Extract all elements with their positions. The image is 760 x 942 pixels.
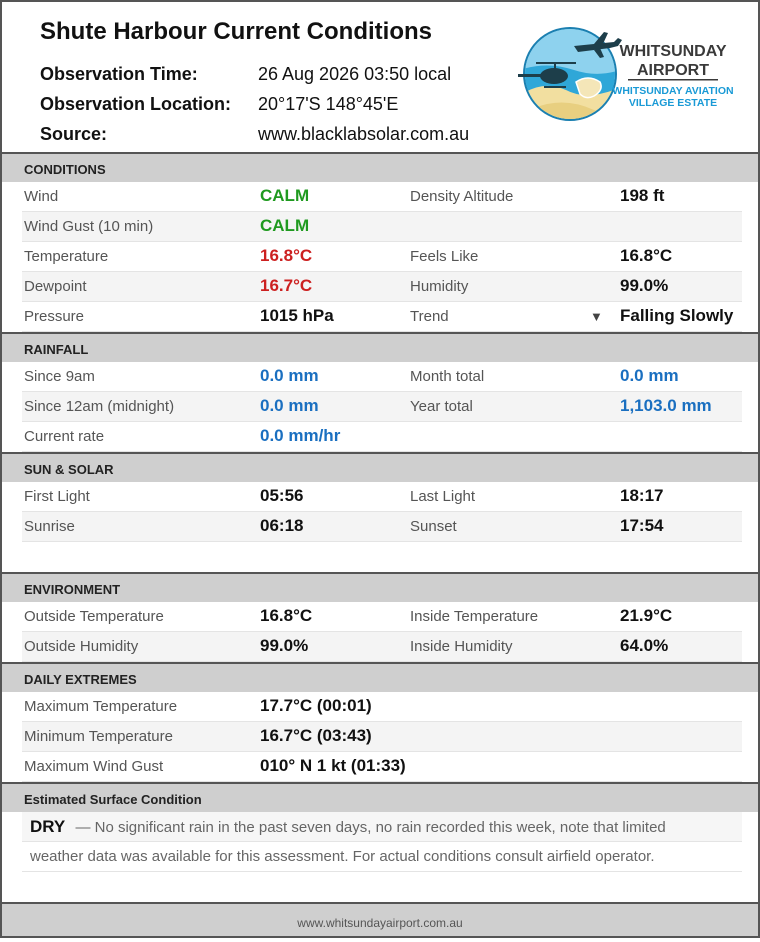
footer-url[interactable]: www.whitsundayairport.com.au xyxy=(297,916,463,930)
sunrise-row xyxy=(22,512,742,542)
surface-status: DRY xyxy=(30,817,66,836)
min-temp-label: Minimum Temperature xyxy=(24,728,173,745)
logo-line1: WHITSUNDAY xyxy=(619,43,727,60)
feels-like-label: Feels Like xyxy=(410,248,479,265)
wind-row xyxy=(22,182,742,212)
source-label: Source: xyxy=(40,124,108,144)
outside-temp-value: 16.8°C xyxy=(260,606,313,625)
environment-section xyxy=(2,572,758,662)
trend-value: Falling Slowly xyxy=(620,306,734,325)
year-total-value: 1,103.0 mm xyxy=(620,396,712,415)
year-total-label: Year total xyxy=(410,398,473,415)
inside-humidity-label: Inside Humidity xyxy=(410,638,513,655)
wind-value: CALM xyxy=(260,186,310,205)
since-9am-row xyxy=(22,362,742,392)
whitsunday-airport-logo xyxy=(514,24,734,124)
temperature-value: 16.8°C xyxy=(260,246,313,265)
outside-temp-label: Outside Temperature xyxy=(24,608,164,625)
max-gust-label: Maximum Wind Gust xyxy=(24,758,164,775)
source-value[interactable]: www.blacklabsolar.com.au xyxy=(258,124,470,144)
current-rate-row xyxy=(22,422,742,452)
pressure-value: 1015 hPa xyxy=(260,306,334,325)
logo-line4: VILLAGE ESTATE xyxy=(628,97,718,109)
inside-temp-label: Inside Temperature xyxy=(410,608,539,625)
min-temp-row xyxy=(22,722,742,752)
logo-line2: AIRPORT xyxy=(637,62,709,79)
month-total-value: 0.0 mm xyxy=(620,366,679,385)
max-temp-label: Maximum Temperature xyxy=(24,698,178,715)
sunrise-label: Sunrise xyxy=(24,518,75,535)
wind-label: Wind xyxy=(24,188,59,205)
outside-humidity-label: Outside Humidity xyxy=(24,638,139,655)
max-temp-row xyxy=(22,692,742,722)
outside-humidity-row xyxy=(22,632,742,662)
rainfall-heading: RAINFALL xyxy=(2,332,758,362)
last-light-label: Last Light xyxy=(410,488,476,505)
surface-text xyxy=(22,812,742,872)
pressure-row xyxy=(22,302,742,332)
rainfall-section xyxy=(2,332,758,452)
density-altitude-label: Density Altitude xyxy=(410,188,514,205)
surface-text-line2: weather data was available for this assessment. For actual conditions consult airfield operator. xyxy=(30,848,655,865)
observation-location-label: Observation Location: xyxy=(40,94,232,114)
environment-heading: ENVIRONMENT xyxy=(2,572,758,602)
temperature-row xyxy=(22,242,742,272)
first-light-value: 05:56 xyxy=(260,486,304,505)
sunset-label: Sunset xyxy=(410,518,457,535)
wind-gust-row xyxy=(22,212,742,242)
density-altitude-value: 198 ft xyxy=(620,186,665,205)
since-9am-label: Since 9am xyxy=(24,368,95,385)
extremes-section xyxy=(2,662,758,782)
feels-like-value: 16.8°C xyxy=(620,246,673,265)
inside-temp-value: 21.9°C xyxy=(620,606,673,625)
since-midnight-value: 0.0 mm xyxy=(260,396,319,415)
humidity-label: Humidity xyxy=(410,278,469,295)
temperature-label: Temperature xyxy=(24,248,109,265)
observation-location-value: 20°17'S 148°45'E xyxy=(258,94,399,114)
first-light-row xyxy=(22,482,742,512)
logo-text xyxy=(612,43,733,109)
conditions-section xyxy=(2,152,758,332)
outside-temp-row xyxy=(22,602,742,632)
surface-heading: Estimated Surface Condition xyxy=(2,782,758,812)
dewpoint-row xyxy=(22,272,742,302)
outside-humidity-value: 99.0% xyxy=(260,636,309,655)
dewpoint-label: Dewpoint xyxy=(24,278,87,295)
footer xyxy=(2,902,758,936)
page-title: Shute Harbour Current Conditions xyxy=(40,18,432,45)
current-rate-label: Current rate xyxy=(24,428,105,445)
since-midnight-row xyxy=(22,392,742,422)
max-temp-value: 17.7°C (00:01) xyxy=(260,696,372,715)
surface-text-line1: — No significant rain in the past seven days, no rain recorded this week, note that limited xyxy=(75,819,666,836)
surface-line-1 xyxy=(22,812,742,842)
wind-gust-value: CALM xyxy=(260,216,310,235)
surface-line-2 xyxy=(22,842,742,872)
surface-section xyxy=(2,782,758,872)
sunrise-value: 06:18 xyxy=(260,516,304,535)
extremes-heading: DAILY EXTREMES xyxy=(2,662,758,692)
humidity-value: 99.0% xyxy=(620,276,669,295)
max-gust-row xyxy=(22,752,742,782)
wind-gust-label: Wind Gust (10 min) xyxy=(24,218,154,235)
pressure-label: Pressure xyxy=(24,308,85,325)
current-rate-value: 0.0 mm/hr xyxy=(260,426,341,445)
first-light-label: First Light xyxy=(24,488,90,505)
sun-section xyxy=(2,452,758,542)
dewpoint-value: 16.7°C xyxy=(260,276,313,295)
min-temp-value: 16.7°C (03:43) xyxy=(260,726,372,745)
since-midnight-label: Since 12am (midnight) xyxy=(24,398,175,415)
sunset-value: 17:54 xyxy=(620,516,664,535)
observation-time-label: Observation Time: xyxy=(40,64,198,84)
trend-down-arrow-icon: ▼ xyxy=(590,309,603,324)
max-gust-value: 010° N 1 kt (01:33) xyxy=(260,756,406,775)
header xyxy=(2,2,758,152)
trend-label: Trend xyxy=(410,308,449,325)
last-light-value: 18:17 xyxy=(620,486,664,505)
month-total-label: Month total xyxy=(410,368,485,385)
conditions-heading: CONDITIONS xyxy=(2,152,758,182)
inside-humidity-value: 64.0% xyxy=(620,636,669,655)
since-9am-value: 0.0 mm xyxy=(260,366,319,385)
sun-heading: SUN & SOLAR xyxy=(2,452,758,482)
observation-time-value: 26 Aug 2026 03:50 local xyxy=(258,64,452,84)
logo-line3: WHITSUNDAY AVIATION xyxy=(612,85,734,97)
